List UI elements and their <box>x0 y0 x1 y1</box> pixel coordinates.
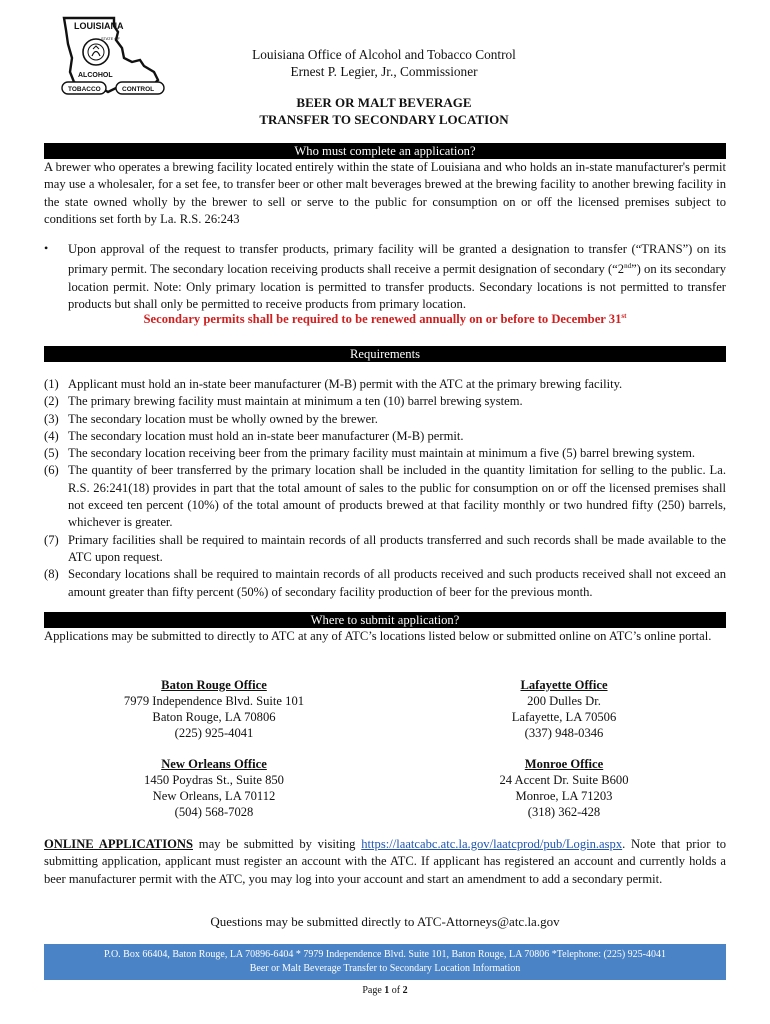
requirement-text: Primary facilities shall be required to maintain records of all products transferred and such records shall be made available to the ATC upon request. <box>68 532 726 564</box>
office-phone: (225) 925-4041 <box>174 726 254 740</box>
requirement-text: Secondary locations shall be required to maintain records of all products received and such products received shall not exceed an amount greater than fifty percent (50%) of secondary facility production of beer for the previous month. <box>68 567 726 599</box>
page-of: of <box>391 985 401 996</box>
requirement-text: Applicant must hold an in-state beer manufacturer (M-B) permit with the ATC at the primary brewing facility. <box>68 377 623 391</box>
office-address-line2: Monroe, LA 71203 <box>515 789 613 803</box>
requirement-item <box>44 393 726 410</box>
requirement-number: (2) <box>44 394 59 409</box>
bullet-symbol: • <box>44 241 49 255</box>
louisiana-state-seal-icon <box>58 14 170 106</box>
bullet-text <box>68 241 726 313</box>
office-address-line1: 24 Accent Dr. Suite B600 <box>499 773 629 787</box>
requirement-text: The primary brewing facility must maintain at minimum a ten (10) barrel brewing system. <box>68 394 523 409</box>
requirement-number: (1) <box>44 377 59 391</box>
office-name: Baton Rouge Office <box>161 678 267 692</box>
requirement-item <box>44 566 726 601</box>
requirement-item <box>44 411 726 428</box>
office-phone: (318) 362-428 <box>527 805 601 819</box>
requirement-number: (5) <box>44 446 59 461</box>
who-heading-bar: Who must complete an application? <box>44 143 726 159</box>
submit-paragraph: Applications may be submitted to directly to ATC at any of ATC’s locations listed below or submitted online on ATC’s online portal. <box>44 629 712 643</box>
page-current: 1 <box>384 985 390 996</box>
questions-contact: Questions may be submitted directly to ATC-Attorneys@atc.la.gov <box>210 914 560 929</box>
office-address-line2: Baton Rouge, LA 70806 <box>152 710 276 724</box>
office-new-orleans <box>104 756 324 820</box>
requirement-text: The secondary location must be wholly owned by the brewer. <box>68 411 378 426</box>
office-address-line2: New Orleans, LA 70112 <box>152 789 276 803</box>
office-monroe <box>454 756 674 820</box>
requirements-heading-bar: Requirements <box>44 346 726 362</box>
office-address-line2: Lafayette, LA 70506 <box>511 710 617 724</box>
office-phone: (337) 948-0346 <box>524 726 604 740</box>
office-name: Lafayette Office <box>520 678 608 692</box>
renewal-notice <box>44 312 726 327</box>
who-paragraph: A brewer who operates a brewing facility located entirely within the state of Louisiana and who holds an in-state manufacturer's permit may use a wholesaler, for a set fee, to transfer beer or other malt beverages brewed at the brewing facility to another brewing facility in the state owned wholly by the brewer to sell or serve to the public for consumption on or off the licensed premises subject to conditions set forth by La. R.S. 26:243 <box>44 160 726 226</box>
renewal-superscript: st <box>621 312 627 320</box>
logo-state-text: STATE OF <box>101 36 120 41</box>
requirement-text: The secondary location receiving beer from the primary facility must maintain at minimum a five (5) barrel brewing system. <box>68 446 696 461</box>
requirement-item <box>44 532 726 567</box>
online-text-2: . Note that prior to submitting application, applicant must register an account with the ATC. If applicant has registered an account and currently holds a beer manufacturer permit with the ATC, you may log into your account and start an amendment to add a secondary permit. <box>44 837 727 886</box>
logo-tobacco-text: TOBACCO <box>68 86 101 93</box>
page-label: Page <box>362 985 382 996</box>
page-total: 2 <box>402 985 408 996</box>
logo-top-text: LOUISIANA <box>74 21 124 31</box>
office-phone: (504) 568-7028 <box>174 805 254 819</box>
requirement-number: (8) <box>44 567 59 582</box>
requirement-number: (7) <box>44 532 59 547</box>
requirement-number: (6) <box>44 463 59 478</box>
office-name: Monroe Office <box>524 757 604 771</box>
logo-control-text: CONTROL <box>122 86 155 93</box>
footer-box <box>44 944 726 980</box>
office-name: New Orleans Office <box>161 757 267 771</box>
document-title <box>190 94 578 128</box>
bullet-superscript: nd <box>624 262 632 271</box>
office-address-line1: 7979 Independence Blvd. Suite 101 <box>123 694 305 708</box>
requirement-number: (4) <box>44 428 59 443</box>
requirement-item <box>44 445 726 462</box>
bullet-text-part-2: ”) on its secondary location permit. Note: Only primary location is permitted to transfer products. Secondary locations is not permitted to transfer products but shall only be permitted to receive products from primary location. <box>68 262 726 312</box>
requirement-item <box>44 462 726 531</box>
online-text-1: may be submitted by visiting <box>193 837 362 851</box>
agency-name: Louisiana Office of Alcohol and Tobacco Control <box>252 47 516 62</box>
office-lafayette <box>454 677 674 741</box>
requirement-number: (3) <box>44 411 59 426</box>
requirement-text: The quantity of beer transferred by the primary location shall be included in the quantity limitation for selling to the public. La. R.S. 26:241(18) provides in part that the total amount of sales to the public for consumption on or off the licensed premises shall not exceed ten percent (10%) of the total amount of products brewed at that facility monthly or two hundred fifty (250) barrels, whichever is greater. <box>68 463 726 530</box>
title-line-2: TRANSFER TO SECONDARY LOCATION <box>259 112 509 127</box>
online-applications-lead: ONLINE APPLICATIONS <box>44 837 193 851</box>
submit-heading-bar: Where to submit application? <box>44 612 726 628</box>
logo-alcohol-text: ALCOHOL <box>78 72 113 79</box>
title-line-1: BEER OR MALT BEVERAGE <box>296 95 472 110</box>
office-address-line1: 1450 Poydras St., Suite 850 <box>144 773 284 787</box>
renewal-text: Secondary permits shall be required to be renewed annually on or before to December 31 <box>143 312 622 327</box>
agency-header <box>190 46 578 80</box>
requirement-item <box>44 376 726 393</box>
footer-address: P.O. Box 66404, Baton Rouge, LA 70896-6404 * 7979 Independence Blvd. Suite 101, Baton Rouge, LA 70806 *Telephone: (225) 925-4041 <box>103 949 667 960</box>
office-address-line1: 200 Dulles Dr. <box>527 694 601 708</box>
footer-document-name: Beer or Malt Beverage Transfer to Secondary Location Information <box>249 963 521 974</box>
requirement-text: The secondary location must hold an in-state beer manufacturer (M-B) permit. <box>68 428 464 443</box>
commissioner-name: Ernest P. Legier, Jr., Commissioner <box>290 64 478 79</box>
online-portal-link[interactable]: https://laatcabc.atc.la.gov/laatcprod/pub/Login.aspx <box>361 837 623 851</box>
online-applications-paragraph <box>44 836 726 888</box>
requirements-list <box>44 376 726 601</box>
office-baton-rouge <box>104 677 324 741</box>
requirement-item <box>44 428 726 445</box>
bullet-text-part-1: Upon approval of the request to transfer products, primary facility will be granted a designation to transfer (“TRANS”) on its primary permit. The secondary location receiving products shall receive a permit designation of secondary (“2 <box>68 242 726 277</box>
page-number <box>44 985 726 996</box>
